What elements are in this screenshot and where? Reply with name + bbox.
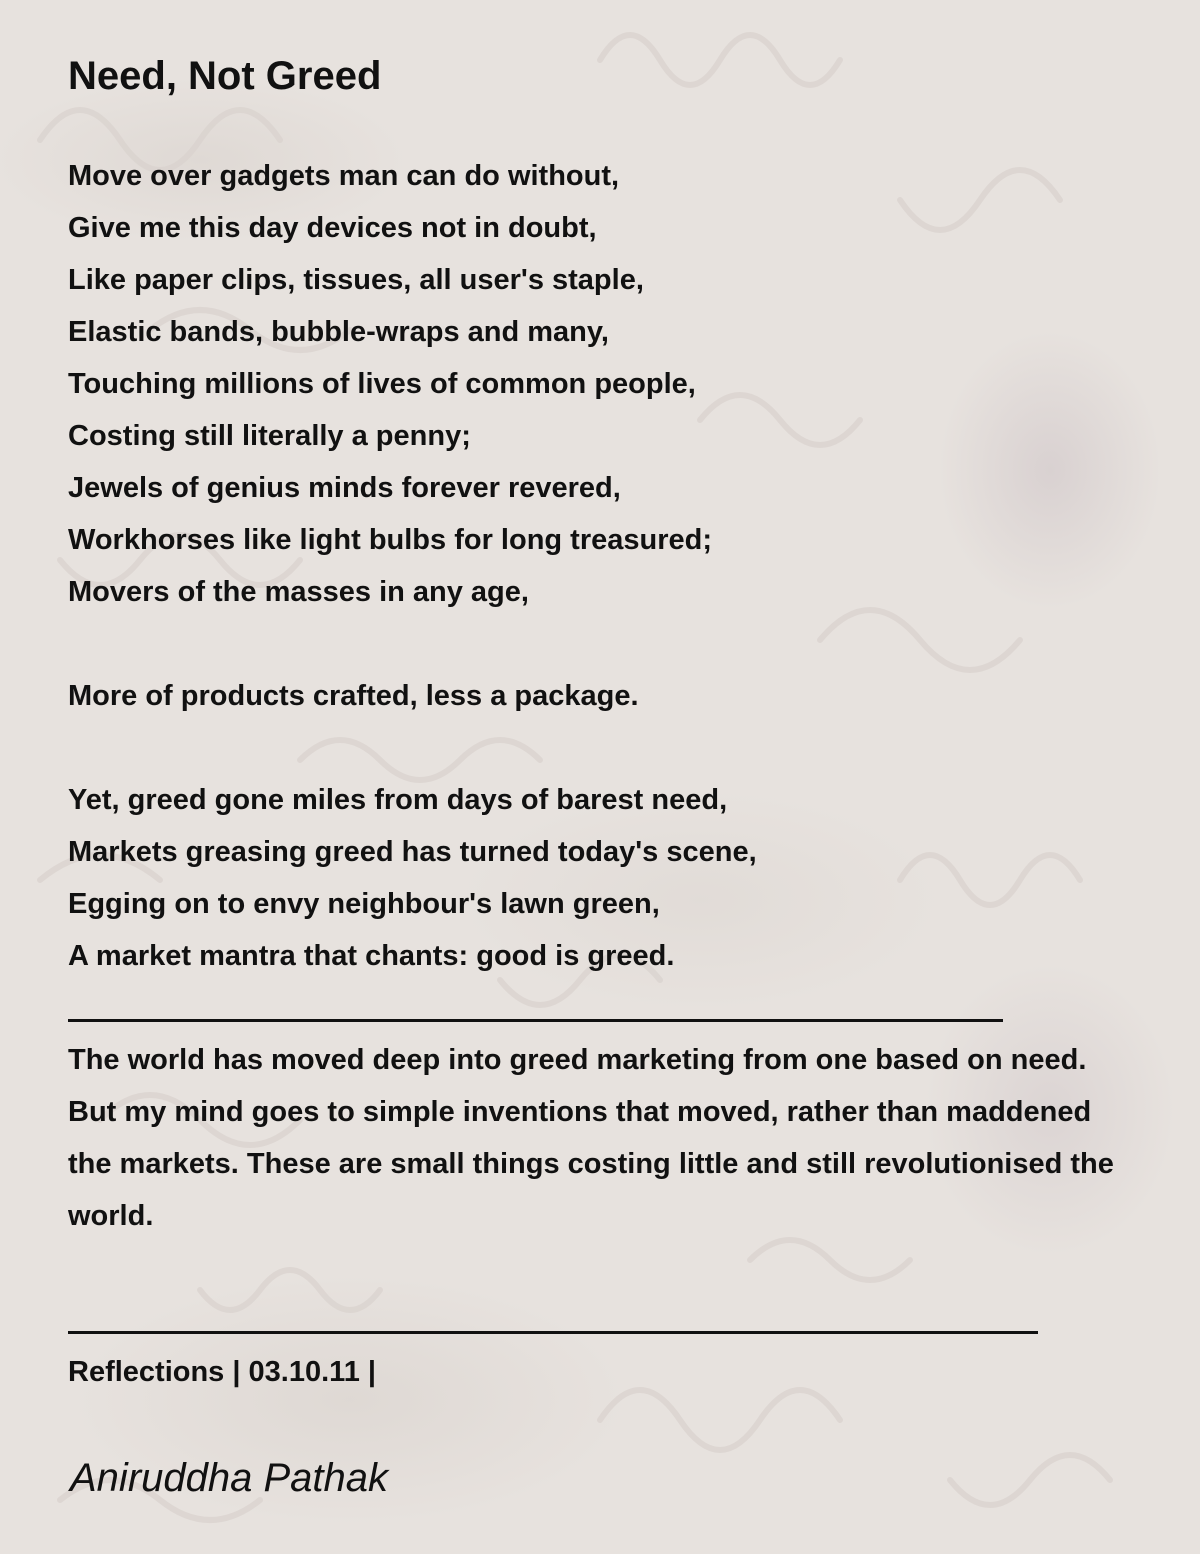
divider <box>68 1331 1038 1334</box>
poem-line: Elastic bands, bubble-wraps and many, <box>68 316 609 348</box>
poem-line: Touching millions of lives of common people, <box>68 368 696 400</box>
stanza-break <box>68 618 1148 670</box>
poem-line: Workhorses like light bulbs for long treasured; <box>68 524 713 556</box>
stanza-break <box>68 722 1148 774</box>
poem-line: Movers of the masses in any age, <box>68 576 529 608</box>
poem-line: Costing still literally a penny; <box>68 420 471 452</box>
poem-body <box>68 150 1148 982</box>
poem-line: Markets greasing greed has turned today's scene, <box>68 836 757 868</box>
divider <box>68 1019 1003 1022</box>
poem-line: Jewels of genius minds forever revered, <box>68 472 621 504</box>
poem-meta: Reflections | 03.10.11 | <box>68 1356 376 1388</box>
poem-line: Give me this day devices not in doubt, <box>68 212 597 244</box>
author-name: Aniruddha Pathak <box>70 1456 389 1500</box>
poem-line: Egging on to envy neighbour's lawn green, <box>68 888 660 920</box>
poem-line: Yet, greed gone miles from days of barest need, <box>68 784 728 816</box>
poem-line: A market mantra that chants: good is greed. <box>68 940 675 972</box>
poem-title: Need, Not Greed <box>68 54 382 98</box>
poem-line: Like paper clips, tissues, all user's staple, <box>68 264 644 296</box>
author-note: The world has moved deep into greed marketing from one based on need. But my mind goes to simple inventions that moved, rather than maddened the markets. These are small things costing little and still revolutionised the world. <box>68 1044 1114 1232</box>
poem-line: Move over gadgets man can do without, <box>68 160 620 192</box>
poem-line: More of products crafted, less a package. <box>68 680 639 712</box>
